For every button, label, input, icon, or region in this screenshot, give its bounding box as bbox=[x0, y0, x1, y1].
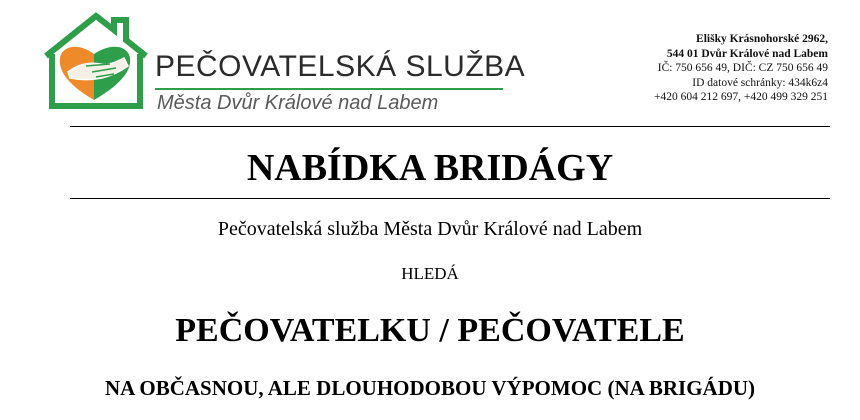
contact-city: 544 01 Dvůr Králové nad Labem bbox=[666, 47, 828, 60]
position-title: PEČOVATELKU / PEČOVATELE bbox=[175, 312, 685, 349]
header-divider bbox=[70, 126, 830, 127]
contact-street: Elišky Krásnohorské 2962, bbox=[696, 33, 828, 45]
contact-block bbox=[654, 32, 828, 105]
document-title: NABÍDKA BRIDÁGY bbox=[246, 147, 614, 189]
house-heart-handshake-icon bbox=[40, 10, 150, 110]
logo-underline bbox=[155, 88, 503, 90]
contact-databox: ID datové schránky: 434k6z4 bbox=[692, 76, 828, 89]
contact-ids: IČ: 750 656 49, DIČ: CZ 750 656 49 bbox=[657, 62, 828, 74]
contact-phones: +420 604 212 697, +420 499 329 251 bbox=[654, 91, 828, 103]
terms-line: NA OBČASNOU, ALE DLOUHODOBOU VÝPOMOC (NA BRIGÁDU) bbox=[104, 376, 756, 400]
title-divider bbox=[70, 198, 830, 199]
organization-logo bbox=[40, 10, 526, 114]
organization-line: Pečovatelská služba Města Dvůr Králové nad Labem bbox=[217, 218, 643, 240]
logo-title: PEČOVATELSKÁ SLUŽBA bbox=[155, 50, 526, 83]
seeking-line: HLEDÁ bbox=[401, 264, 459, 283]
logo-subtitle: Města Dvůr Králové nad Labem bbox=[157, 92, 439, 114]
